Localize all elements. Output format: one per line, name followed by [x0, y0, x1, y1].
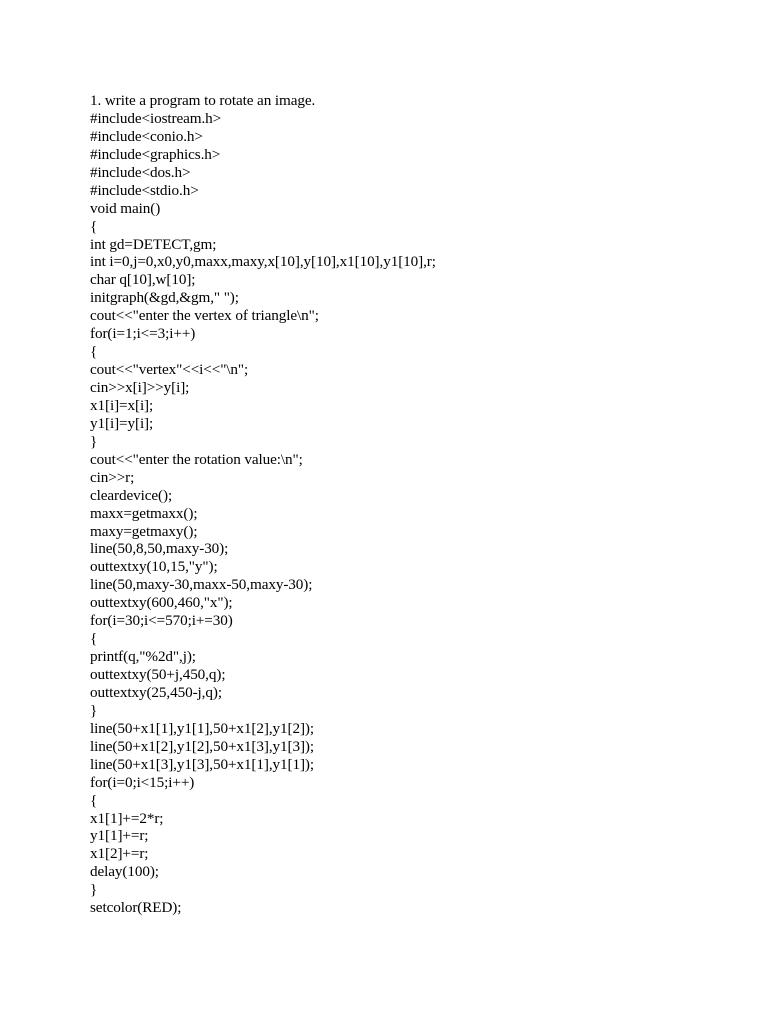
code-line: #include<iostream.h>: [90, 109, 222, 127]
code-line: cin>>x[i]>>y[i];: [90, 379, 190, 396]
heading-line: 1. write a program to rotate an image.: [90, 92, 316, 109]
code-line: outtextxy(25,450-j,q);: [90, 683, 222, 701]
code-line: cout<<"enter the vertex of triangle\n";: [90, 307, 319, 325]
code-line: setcolor(RED);: [90, 899, 182, 917]
code-line: void main(): [90, 199, 161, 217]
code-line: #include<graphics.h>: [90, 145, 221, 163]
code-line: outtextxy(10,15,"y");: [90, 558, 218, 576]
code-line: x1[1]+=2*r;: [90, 809, 164, 827]
code-line: printf(q,"%2d",j);: [90, 648, 196, 666]
code-line: delay(100);: [90, 863, 159, 881]
code-line: maxx=getmaxx();: [90, 504, 198, 522]
code-listing: [90, 92, 730, 917]
code-line: line(50+x1[3],y1[3],50+x1[1],y1[1]);: [90, 755, 314, 773]
code-line: y1[1]+=r;: [90, 827, 149, 845]
code-line: for(i=30;i<=570;i+=30): [90, 612, 233, 630]
code-line: {: [90, 343, 98, 361]
code-line: outtextxy(600,460,"x");: [90, 594, 233, 612]
code-line: initgraph(&gd,&gm," ");: [90, 289, 239, 307]
code-line: cleardevice();: [90, 486, 173, 504]
code-line: {: [90, 791, 98, 809]
code-line: line(50+x1[1],y1[1],50+x1[2],y1[2]);: [90, 719, 314, 737]
code-line: int i=0,j=0,x0,y0,maxx,maxy,x[10],y[10],x1[10],y1[10],r;: [90, 253, 436, 271]
code-line: {: [90, 217, 98, 235]
code-line: #include<stdio.h>: [90, 181, 199, 199]
code-line: }: [90, 432, 98, 450]
code-line: y1[i]=y[i];: [90, 414, 154, 432]
code-line: line(50,8,50,maxy-30);: [90, 540, 229, 558]
code-line: cout<<"vertex"<<i<<"\n";: [90, 361, 249, 379]
code-line: cout<<"enter the rotation value:\n";: [90, 450, 303, 468]
code-line: maxy=getmaxy();: [90, 522, 198, 540]
code-line: cin>>r;: [90, 468, 135, 486]
code-line: line(50+x1[2],y1[2],50+x1[3],y1[3]);: [90, 737, 314, 755]
code-line: for(i=0;i<15;i++): [90, 773, 195, 791]
code-line: line(50,maxy-30,maxx-50,maxy-30);: [90, 576, 313, 594]
code-line: #include<conio.h>: [90, 127, 203, 145]
code-line: outtextxy(50+j,450,q);: [90, 666, 226, 683]
code-line: }: [90, 881, 98, 899]
code-line: char q[10],w[10];: [90, 271, 196, 289]
code-line: {: [90, 630, 98, 648]
code-line: x1[i]=x[i];: [90, 396, 154, 414]
code-line: x1[2]+=r;: [90, 845, 149, 863]
code-line: #include<dos.h>: [90, 163, 191, 181]
code-line: for(i=1;i<=3;i++): [90, 325, 196, 343]
code-line: }: [90, 701, 98, 719]
code-line: int gd=DETECT,gm;: [90, 235, 217, 253]
